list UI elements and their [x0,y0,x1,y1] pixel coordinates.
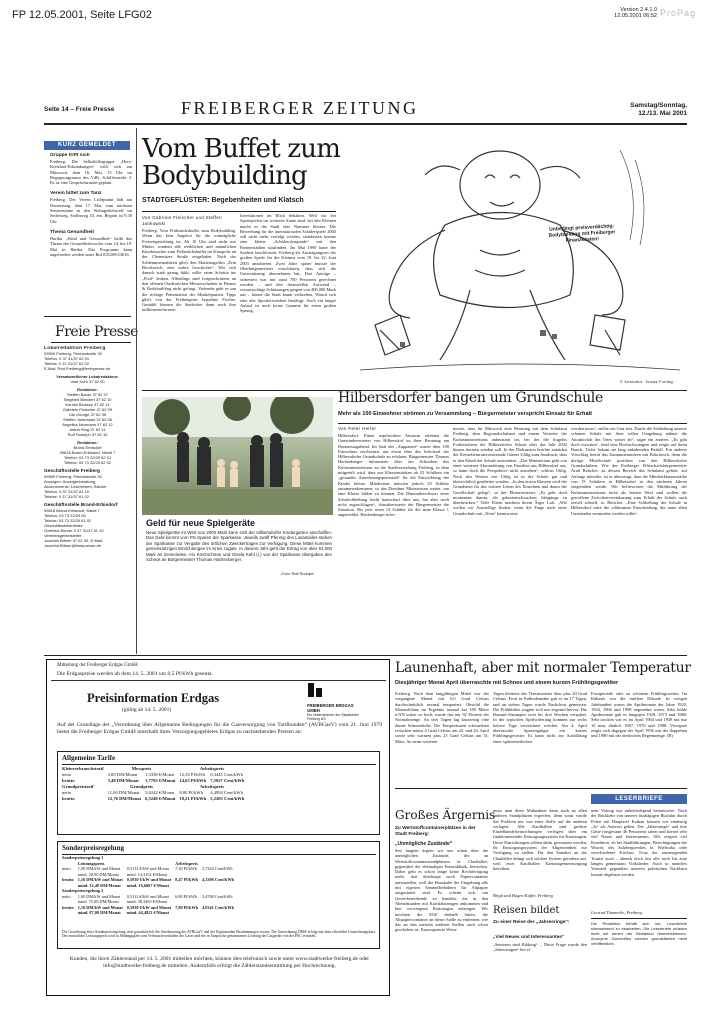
price-cell [173,910,200,916]
leserbriefe-banner: LESERBRIEFE [591,794,687,804]
t2-s2: Sonderpreisregelung 2 [62,888,104,893]
price-cell: 7,89 Pf/kWh [175,904,199,910]
price-cell: mind. 14,3161 €/Monat [126,871,168,877]
price-cell: netto [62,772,72,777]
kurz-item-body: Hartha. „Kind und Gesundheit“ heißt das Thema der Gesundheitswoche vom 14. bis 19. Mai in Hartha. Das Programm kann angefordert werden unter Ruf 035209/23616. [50,235,132,257]
kindergarten-photo [142,397,333,515]
price-cell: 4,4994 Cent/kWh [210,790,243,795]
article3-col3: Frostperiode oder zu schönem Frühlingswetter. Im Kälteste war die mittlere Dekade. In vorigen Jahrhundert waren die Aprilmonate der Jahre 1920, 1934, 1966 und 1998 angenehm warm. Sehr kühle Aprilmonate gab es hingegen 1929, 1973 und 1980. Sehr trocken war es im April 1904 und 1938 mit nur 10 mm, ähnlich 1967, 1976 und 1988. Verregnet zeigte sich dagegen der April 1956 mit der doppelten und 1980 mit der dreifachen Regenmenge. (B) [591,691,687,739]
gs2-line: Gottfried Börner 0 37 31/37 61 10 [44,528,104,533]
price-cell: 1,16 DM/kW und Monat [77,904,123,910]
cartoon-caption: Unbedingt preisverdächtig: Bodybuilding mit Freiberger Finanzkästen! [548,223,616,245]
price-cell: 0,5112 €/kW und Monat [126,893,169,899]
kurz-gemeldet-banner: KURZ GEMELDET [44,141,130,150]
rb-line: Telefax: 03 73 22/29 62 02 [63,460,112,465]
date-line2: 12./13. Mai 2001 [638,110,687,117]
article4-col3: nem Vortrag nur unbefriedigend beantwortet. Nach der Rückkehr von unserer fünftägigen Busfahrt durch Polen mit Hauptziel Krakau können wir eindeutig „Ja“ als Antwort geben. Die „Jahresringe“ und ihre Gäste (insgesamt 46 Personen) sahen und hörten sehr viel Neues und Interessantes. Alle zeigten viel Kondition, ob bei Stadtführungen, Besichtigungen der Wawel, des Salzbergwerkes in Wieliczka oder verschiedener Kirchen. Trotz der anstrengenden Tourist auch – abends doch fast alle noch bis zum langen gemeinsam Volkslieder. Auch so manches Vorurteil gegenüber unseren polnischen Nachbarn konnte abgebaut werden. [591,808,687,877]
headline-line1: Vom Buffet zum [142,134,341,164]
photo-credit: –Foto: Rolf Rudolph [280,572,314,576]
price-cell: 6,3445 Cent/kWh [210,772,243,777]
gs2-lines [44,508,131,548]
price-cell: 4,3306 Cent/kWh [202,877,235,882]
article4-kicker: „Unmögliche Zustände“ [395,841,453,847]
article1-headline [142,136,340,190]
price-row [60,866,236,872]
t1-group1: Kleinverbrauchstarif [62,766,104,771]
gs2-line: Joachim Bittner 37 61 00, E-Mail: [44,538,103,543]
gs2-title: Geschäftsstelle Brand-Erbisdorf [44,503,118,508]
price-row [60,877,236,883]
ad-table-sonder [57,841,380,949]
price-cell: 0,5930 €/kW und Monat [126,904,172,910]
article1-col1: Freiberg. Vom Frühstücksbuffet zum Bodybuilding. Wenn das kein Angebot für die sonntägliche Freizeitgestaltung ist. Ab 10 Uhr sind nicht nur Mütter, sondern alle weiblichen und männlichen Kinobesucher zum Frühstücksbuffet im Kinopolis an der Chemnitzer Straße eingeladen. Nach der Schlemmermahlzeit gibt's den Muttertagsfilm „Erin Brockovich, eine wahre Geschichte“. Wer sich danach stark genug fühlt, sollte seine Schritte ins „Pool“ lenken. Allerdings sind fortgeschrittene an den offenen Ostdeutschen Meisterschaften in Fitness & Bodybuilding nicht gefragt. Vielmehr geht es um die richtige Präsentation der Muskelpartien. Tipps gibt's von der Freibergerin Jaqueline Fischer. Gestählt können die Stadtväter dann auch ihre millionenschweren [142,228,236,313]
t1-table [60,766,246,802]
article4-signature2: Gertrud Thamerlie, Freiberg [591,910,642,915]
rb-label: Redaktion: [77,440,98,445]
datetime-text: 12.05.2001 06:52 [614,13,657,19]
cartoon-bodybuilding [340,130,687,378]
lokal-line: Telefon: 0 37 31/37 62 01 [44,356,90,361]
erdgas-logo [307,682,367,722]
byline-rule [142,211,336,212]
cartoon-credit: © Karikatur: Tomas Freitag [620,380,673,384]
article2-headline: Hilbersdorfer bangen um Grundschule [338,390,603,406]
price-cell: 4,0341 Cent/kWh [202,904,235,910]
ad-intro: Die Erdgaspreise werden ab dem 14. 5. 2001 um 0,5 Pf/kWh gesenkt. [57,671,214,677]
price-cell: netto [62,866,71,871]
article4-sub: Zu Wertstoffcontainerplätzen in der Stadt Freiberg: [395,826,476,837]
t2-table [60,855,236,916]
price-cell: mind. 87,00 DM/Monat [77,910,121,915]
page-label: Seite 14 – Freie Presse [44,106,115,113]
ad-valid: (gültig ab 14. 5. 2001) [122,707,172,713]
t2-s1: Sonderpreisregelung 1 [62,855,104,860]
t2-title: Sonderpreisregelung [62,844,124,852]
price-cell [200,910,236,916]
price-cell: 11,00 DM/Monat [107,790,140,795]
masthead-title: FREIBERGER ZEITUNG [181,98,419,118]
price-cell: 6,80 Pf/kWh [175,893,198,899]
kurz-item-head: Gruppe trifft sich [50,153,90,158]
price-cell: 3,7324 Cent/kWh [202,866,233,871]
redakteur-line: Steffen Jankowski 37 62 06 [63,417,112,422]
gs2-line: Telefax: 03 73 22/29 61 02 [44,518,92,523]
gs-line: 09599 Freiberg, Petersstraße 30 [44,474,102,479]
propag-logo: ProPag [660,8,697,18]
article1-col2: Investitionen im Blick behalten. Weil wir bei Sportspielen im weiteren Sinne sind: bei den Kleinen macht es die Stadt eine Nummer kleiner. Die Bewerbung für die internationalen Schülerspiele 2003 soll nicht mehr verfolgt werden, stattdessen könnte eine kleine „Schülerolympiade“ mit den Partnerstädten stattfinden. Im Mai 1999 hatte der Stadtrat beschlossen, Freiberg als Austragungsort der großen Spiele für die Kleinen vom 19. bis 22. Juni 2003 anzubieten. Zwei Jahre später musste der Oberbürgermeister einschätzen, dass sich die Unterstützung übernehmen hat. Drei Anträge – seinerzeit war mit rund 700 Personen gerechnet worden – und den finanziellen Aufwand – voraussichtige Schätzungen gingen von 400.000 Mark aus – könne die Stadt kaum verkraften. Womit sich eine alte Sportlerweisheit bestätigt: Auch ein langer Anlauf ist noch keine Garantie für einen großen Sprung. [240,213,336,314]
rb-line: Brand-Erbisdorf [73,445,102,450]
ad-table-allgemein [57,751,380,835]
price-cell: brutto [62,904,74,910]
redakteur-line: Astrid Ring 37 62 11 [69,427,106,432]
t2-ap: Arbeitspreis [175,860,198,866]
article4-col1: Seit langem ärgern wir uns schon über die unmöglichen Zustände, die an Wertstoffcontainerstandplätzen in Claußallee, gegenüber der ehemaligen Frauenklinik, herrschen. Dabei geht es schon lange keine Rechtfertigung mehr, dort überhaupt noch Papiercontainer aufzustellen, weil die Haushalte der Umgebung alle mit eigenen Sammelbehältern für Altpapier ausgestattet sind. Es scheint sich um Gewerbetreibende zu handeln, die in den Abendstunden mit Kraftfahrzeugen ankommen und hier vorwiegend Kartonagen entsorgen. Wir möchten die EGF deshalb bitten, die Altpapiercontainer an dieser Stelle zu entfernen, wie das an den meisten anderen Stellen auch schon geschehen ist. Konsequenter Weise [395,848,488,933]
kurz-item-head: Thema Gesundheit [50,229,95,235]
redakteur-line: Ute George 37 62 05 [68,412,107,417]
cartoon-drawing [340,130,687,378]
gs-line: Anzeigen, Anzeigenberatung, [44,479,97,484]
t1-group2: Grundpreistarif [62,784,94,789]
article4-sub2: Zu einer Reise der „Jahresringe“: [493,920,570,925]
gs-line: Telefon: 0 37 31/37 61 10 [44,489,90,494]
ad-rule [51,680,386,681]
lokal-line: E-Mail: Red.Freiberg@freiepresse.de [44,366,111,371]
kurz-item [50,191,132,223]
kurz-item-head: Verein bittet zum Tanz [50,191,102,197]
redakteur-line: Angelika Neumann 37 62 12 [62,422,113,427]
ad-company: FREIBERGER ERDGAS GMBH [307,703,354,713]
print-header-slug: FP 12.05.2001, Seite LFG02 [12,9,152,21]
price-cell: 8,80 Pf/kWh [179,790,203,795]
masthead-rule [44,123,687,125]
price-cell: 3,4768 Cent/kWh [202,893,233,899]
price-row [60,796,246,802]
section-rule-3 [395,788,687,789]
price-cell: 14,65 Pf/kWh [179,778,207,783]
logo-rule [51,342,131,343]
article3-subhead: Diesjähriger Monat April überraschte mit Schnee und einem kurzen Frühlingsgewitter [395,680,619,686]
price-cell: 5,6242 €/Monat [145,790,175,795]
photo-story-title: Geld für neue Spielgeräte [146,518,256,528]
article4-kicker2: „Viel Neues und Interessantes“ [493,935,565,940]
article2-col2: mierte, dass für Mittwoch eine Beratung mit dem Schulamt Freiberg, dem Regionalschulamt und einem Vertreter der Kultusministeriums anberaumt sei, bei der die fragelos Fortbestehens der Hilbersdorfer Schule über das Jahr 2002 hinaus beraten werden soll. In der Diskussion brachte zunächst der Kreiselternratsvorsitzende Günter Uhlig zum Ausdruck, dass er den Erhalt der Schule unterstütze. „Das Ministerium geht von einer weiteren Abwanderung von Familien aus Hilbersdorf aus, so kann doch die Perspektive nicht aussehen“, schloss Uhlig. Nach den Worten von Uhlig ist in der Schule gut und übersichtlich gearbeitet worden. „In den ersten Klassen wird der Grundstein für das weitere Leben des Einzelnen und damit der Gesellschaft gelegt“, so der Elternvertreter. „Es geht doch momentan darum, die geburtenschwachen Jahrgänge zu überbrücken.“ Viele Eltern machten ihrem Ärger Luft. „Wie wollen wir Ausstellige finden, wenn die Frage nach einer Grundschule mit „Nein“ beantwortet [453,426,567,516]
version-text: Version 2.4.1.0 [620,7,657,13]
gs2-line: Telefon: 03 73 22/29 60 [44,513,86,518]
price-cell: 1,5338 €/Monat [145,772,175,777]
t1-title: Allgemeine Tarife [62,754,116,762]
price-cell [60,910,76,916]
erdgas-ad [46,659,390,996]
rb-line: 09618 Brand-Erbisdorf, Markt 7 [59,450,116,455]
article4-col2b: „Senioren sind Bildung“ – Diese Frage wurde den „Jahresringen“ bei ei- [493,942,587,953]
article4-col2: muss man diese Maßnahme dann auch an allen anderen Standplätzen ergreifen, denn sonst würde das Problem nur von einer Stelle auf die anderen verlagert. Alle Kaufhallen und größere Einzelhandelseinrichtungen verfügen über ein funktionierendes Entsorgungssystem für Kartonagen. Diese Einrichtungen sollten dafür gewonnen werden, ihr Entsorgungssystem der Allgemeinheit zur Verfügung zu stellen. Für den Standort an der Claußallee drängt sich solches System geradezu auf, weil zwei Kaufhallen Kartonagensentsorgung betreiben. [493,808,587,872]
gs2-line: Joachim.Bittner@freiepresse.de [44,543,101,548]
t1-arbeit: Arbeitspreis [199,766,224,771]
article4-headline2: Reisen bildet [493,905,560,916]
price-cell: 1,00 DM/kW und Monat [77,893,121,899]
price-cell: 7,30 Pf/kWh [175,866,198,871]
rb-lines [44,445,131,465]
lokal-line: 09599 Freiberg, Petersstraße 30 [44,351,102,356]
red-lines [44,392,131,437]
price-cell: 5,2203 Cent/kWh [210,796,245,801]
t1-ap: Arbeitspreis [199,784,224,789]
gs2-line: 09618 Brand-Erbisdorf, Markt 7 [44,508,100,513]
t2-lp: Leistungspreis [77,860,105,866]
redakteur-line: Kerstin Blossey 37 62 14 [65,402,110,407]
article2-col1: Hilbersdorf. Einen regelrechten Ansturm erlebten die Gemeindevertreter von Hilbersdorf zu ihrer Beratung am Donnerstagabend. Im Saal des „Zuppanzit“ waren über 100 Einwohner erschienen, um etwas über das Schicksal der Hilbersdorfer Grundschule zu erfahren. Bürgermeister Thomas Hackenberger informierte über ein Schreiben des Kultusministeriums an die Stadtverwaltung Freiberg, in dem mitgeteilt wird, dass nur Klassenstärken ab 25 Schülern ein „gesundes Anrechnungspotenzial“ für die Entwicklung der Kinder bieten. Mindestens müssten jedoch 25 Schüler zusammenkommen, so das Dresdner Ministerium weiter, um eine Klasse bilden zu können. Die Dämonikeschwert einer Schulschließung leicht haarscharf über uns, hat aber noch nicht zugeschlagen“, charakterisierte der Bürgermeister die Situation. Bis jetzt seien 14 Schüler für die neue Klasse 1 angemeldet. Hackenberger infor- [338,433,449,518]
price-min-row [60,910,236,916]
redakteur-line: Siegfried Bieckert 37 62 10 [63,397,112,402]
lokal-lines [44,351,131,371]
redakteur-line: Rolf Rudolph 37 62 10 [67,432,108,437]
price-cell: 1,7792 €/Monat [145,778,176,783]
t2-s2rows [60,894,236,916]
kurz-item [50,153,132,185]
redakteur-line: Gabriele Fleischer 37 62 09 [62,407,113,412]
price-cell: 0,5112 €/kW und Monat [126,866,169,871]
t1-gp: Grundpreis [130,784,153,789]
lokal-title: Lokalredaktion Freiberg [44,346,106,351]
date-line1: Samstag/Sonntag, [630,102,687,109]
t1-rule [62,764,376,765]
freie-presse-logo: Freie Presse [55,324,138,340]
price-cell: mind. 75,00 DM/Monat [77,899,119,904]
ad-company-sub: Ein Unternehmen der Stadtwerke Freiberg AG [307,713,359,722]
kurz-gemeldet-list [50,153,132,305]
gs-title: Geschäftsstelle Freiberg [44,469,100,474]
article2-byline: Von Peter Hertel [338,426,376,431]
gs-lines [44,474,131,499]
rb-line: Telefon: 03 73 22/29 62 01 [63,455,112,460]
masthead-date [595,102,687,118]
price-cell: 3,00 DM/Monat [107,772,138,777]
t1-rows [60,772,246,784]
price-cell: mind. 28,00 DM/Monat [77,871,119,877]
price-cell: 6,5240 €/Monat [145,796,176,801]
price-cell: netto [62,790,72,795]
t1-mess: Messpreis [131,766,152,771]
article2-rule [338,423,687,424]
redakteur-line: Steffen Bauer 37 62 07 [66,392,109,397]
red-label: Redaktion: [77,387,98,392]
article2-col3: werden muss“, stellte ein Gast fest. Durch die Schließung unserer schönen Schule mit ihrer tollen Umgebung nähme die Attraktivität des Ortes weiter ab“, sagte ein anderer. „Es gibt doch vorwärts“, fand eine Hochschwangere und zeigte auf ihren Bauch. Tiefer bekam sie lang anhaltenden Beifall. Ein anderer Vorschlag betraf das Zusammenrücken mit Bobritzsch, denn die dortige Mittelschule profitiert von den Hilbersdorfer Grundschülern. Wie der Freiberger Wirtschaftsbürgermeister Arnd Böttcher, zu dessen Bereich das Schulamt gehört, auf Anfrage mitteilte, ist er überzeugt, dass die Mindestklassenstärke von 15 Schülern in Hilbersdorf in den nächsten Jahren eingehalten werde. Wir befürworten die Mitführung der Kultusministeriums nicht als letzten Wort und wollen die getroffene Zwischenvereinbarung zum Erhalt der Schule auch erzielt schnell, so Böttcher. „Eine Schließung der Schule in Hilbersdorf wäre die schlimmste Entscheidung, die unter allen Umständen vermieden werden sollte“. [571,426,687,516]
article3-headline: Launenhaft, aber mit normaler Temperatur [395,660,691,676]
price-cell: 0,5930 €/kW und Monat [126,877,172,882]
sidebar-contacts [44,346,131,658]
photo-story-body: Neue Spielgeräte im Wert von 2000 Mark kann sich der Hilbersdorfer Kindergarten anschaffen. Das Geld kommt vom PS-Sparen der Sparkasse. Jeweils zwölf Pfennig des Losanteiles stehen der Sparkasse zur Vergabe des örtlichen Zweckertrages zur Verfügung. Diese Mittel kommen gemeinnützigen Einrichtungen im Kreis zugute. In diesem Jahr geht der Ertrag von über 61.000 Mark an Gemeinden. Iris Kretzschmar und Gisela Kahl (r.) von der Sparkasse übergaben den Scheck an Bürgermeister Thomas Hackenberger. [146,530,332,563]
price-cell: 1,16 DM/kW und Monat [77,877,123,882]
price-cell: mind. 32,48 DM/Monat [77,882,121,888]
chief-label: Verantwortlicher Lokalredakteur: [56,374,119,379]
section-rule-2 [44,655,687,656]
gs2-line: Geschäftsstellenleiter: [44,523,84,528]
ad-title: Preisinformation Erdgas [87,691,220,705]
sidebar-rule [44,316,131,317]
article4-signature: Birgit und Hagen Kuffer, Freiberg [493,893,553,898]
price-cell: netto [62,893,71,899]
gs-line: Telefax: 0 37 31/37 61 02 [44,494,89,499]
price-cell: brutto [62,877,74,882]
gs-line: Abonnements, Leserreisen, Bücher [44,484,107,489]
lokal-line: Telefax: 0 37 31/37 62 02 [44,361,89,366]
price-cell: 1,00 DM/kW und Monat [77,866,121,871]
article3-col1: Freiberg. Nach dem langjährigen Mittel war der vergangene Monat mit 6,0 Grad Celsius durchschnittlich normal temperiert. Obwohl die Monatsbilanz im Ergebnis normal bei 100 Meter ü.NN schon so hoch, wurde das nur 92 Prozent der Normalmenge. An drei Tagen lag kurzzeitig eine dünne Schneedecke. Die Temperaturen schwankten zwischen minus 4 Grad Celsius am 25. und 24. April sowie sehr warmen plus 23 Grad Celsius am 31. März. An neun weiteren [395,691,489,744]
gs2-line: Vertriebsgebietsleiter: [44,533,83,538]
leserbriefe-disclaimer: Die Redaktion behält sich vor, Leserbriefe sinnwahrend zu bearbeiten. Die Leserbriefe müssen nicht mit denen der Redaktion übereinstimmen. Anonyme Zuschriften werden grundsätzlich nicht veröffentlicht. [591,921,687,946]
price-cell: mind. 16,6067 €/Monat [126,882,170,888]
article3-col2: Tagen kletterte das Thermometer über plus 20 Grad Celsius. Frost in Erdbodennähe gab es an 17 Tagen, und an sieben Tagen wurde Nachtfrost gemessen. Die Frühblüher wagten sich nur zögernd hervor. Die Bauamt-Sitzungen zwei bis drei Wochen verspätet. In der typischen Aprilwitterung konnten nur sechs heitere Tage verzeichnet werden. Am 4. April überraschte Spaziergänger ein kurzes Frühlingsgewitter. Es kann nicht zur Ausbildung einer spätwinterlichen [493,691,587,744]
chief-name: Uwe Kuhr 37 62 00 [70,379,105,384]
price-cell: brutto [62,778,75,783]
photo-people [142,397,333,515]
price-cell: 3,48 DM/Monat [107,778,139,783]
disclaimer-rule [591,918,687,919]
article1-subhead: STADTGEFLÜSTER: Begebenheiten und Klatsch [142,197,304,204]
t1-rows2 [60,790,246,802]
flame-icon [307,682,323,698]
kurz-item-body: Freiberg. Die Selbsthilfegruppe „Herz-Kreislauf-Erkrankungen“ trifft sich am Mittwoch, dem 16. Mai, 15 Uhr im Begegnungsraum des VdK, Schillerstraße 3. Es ist eine Gesprächsrunde geplant. [50,159,132,186]
kurz-item [50,230,132,257]
headline-line2: Bodybuilding [142,161,307,191]
sidebar-divider [136,128,137,654]
price-cell: 12,76 DM/Monat [107,796,142,801]
article2-subhead: Mehr als 100 Einwohner strömen zu Versammlung – Bürgermeister verspricht Einsatz für Erhalt [338,411,592,417]
ad-top-line: Mitteilung der Freiberger Erdgas GmbH [57,663,138,668]
ad-para1: Auf der Grundlage der „Verordnung über Allgemeine Bedingungen für die Gasversorgung von Tarifkunden“ (AVBGasV) vom 21. Juni 1979 bietet die Freiberger Erdgas GmbH innerhalb ihres Versorgungsgebietes Erdgas zu nachstehenden Preisen an: [57,722,382,735]
price-cell: 12,50 Pf/kWh [179,772,206,777]
price-cell: brutto [62,796,75,801]
print-version [597,7,657,19]
price-cell: 10,21 Pf/kWh [179,796,207,801]
price-cell: 8,47 Pf/kWh [175,877,199,882]
t2-s1rows [60,866,236,888]
price-cell: 7,5927 Cent/kWh [210,778,245,783]
t2-note: Die Gewährung einer Sonderpreisregelung setzt grundsätzlich die Anerkennung der AVBGasV und der Ergänzenden Bestimmungen voraus. Die Umrechnung DM/€ erfolgt mit dem offiziellen Umrechnungskurs. Der monatliche Leistungspreis wird in Abhängigkeit vom Verbrauchsverhalten des Gases und der in Ansprache genommenen Leistung der Gasgeräte von der FEG ermittelt. [62,930,376,939]
article1-byline: Von Gabriele Fleischer und Steffen Jankowski [142,215,222,226]
ad-footer: Kunden, die ihren Zählerstand per 14. 5. 2001 mitteilen möchten, können dies telefonisch sowie unter www.stadtwerke-freiberg.de oder info@stadtwerke-freiberg.de mitteilen. Andernfalls erfolgt die Zählerstandsermittlung per Hochrechnung. [69,956,370,969]
article4-headline: Großes Ärgernis [395,808,496,822]
price-cell: mind. 38,3465 €/Monat [126,899,168,904]
kurz-item-body: Freiberg. Der Verein Lichtpunkt lädt am Donnerstag, dem 17. Mai, zum nächsten Seniorentanz in den Wohngebietstreff im Seilerweg, Stollnweg 10, ein. Beginn ist 9.30 Uhr. [50,197,132,224]
price-cell: mind. 44,4823 €/Monat [126,910,170,915]
